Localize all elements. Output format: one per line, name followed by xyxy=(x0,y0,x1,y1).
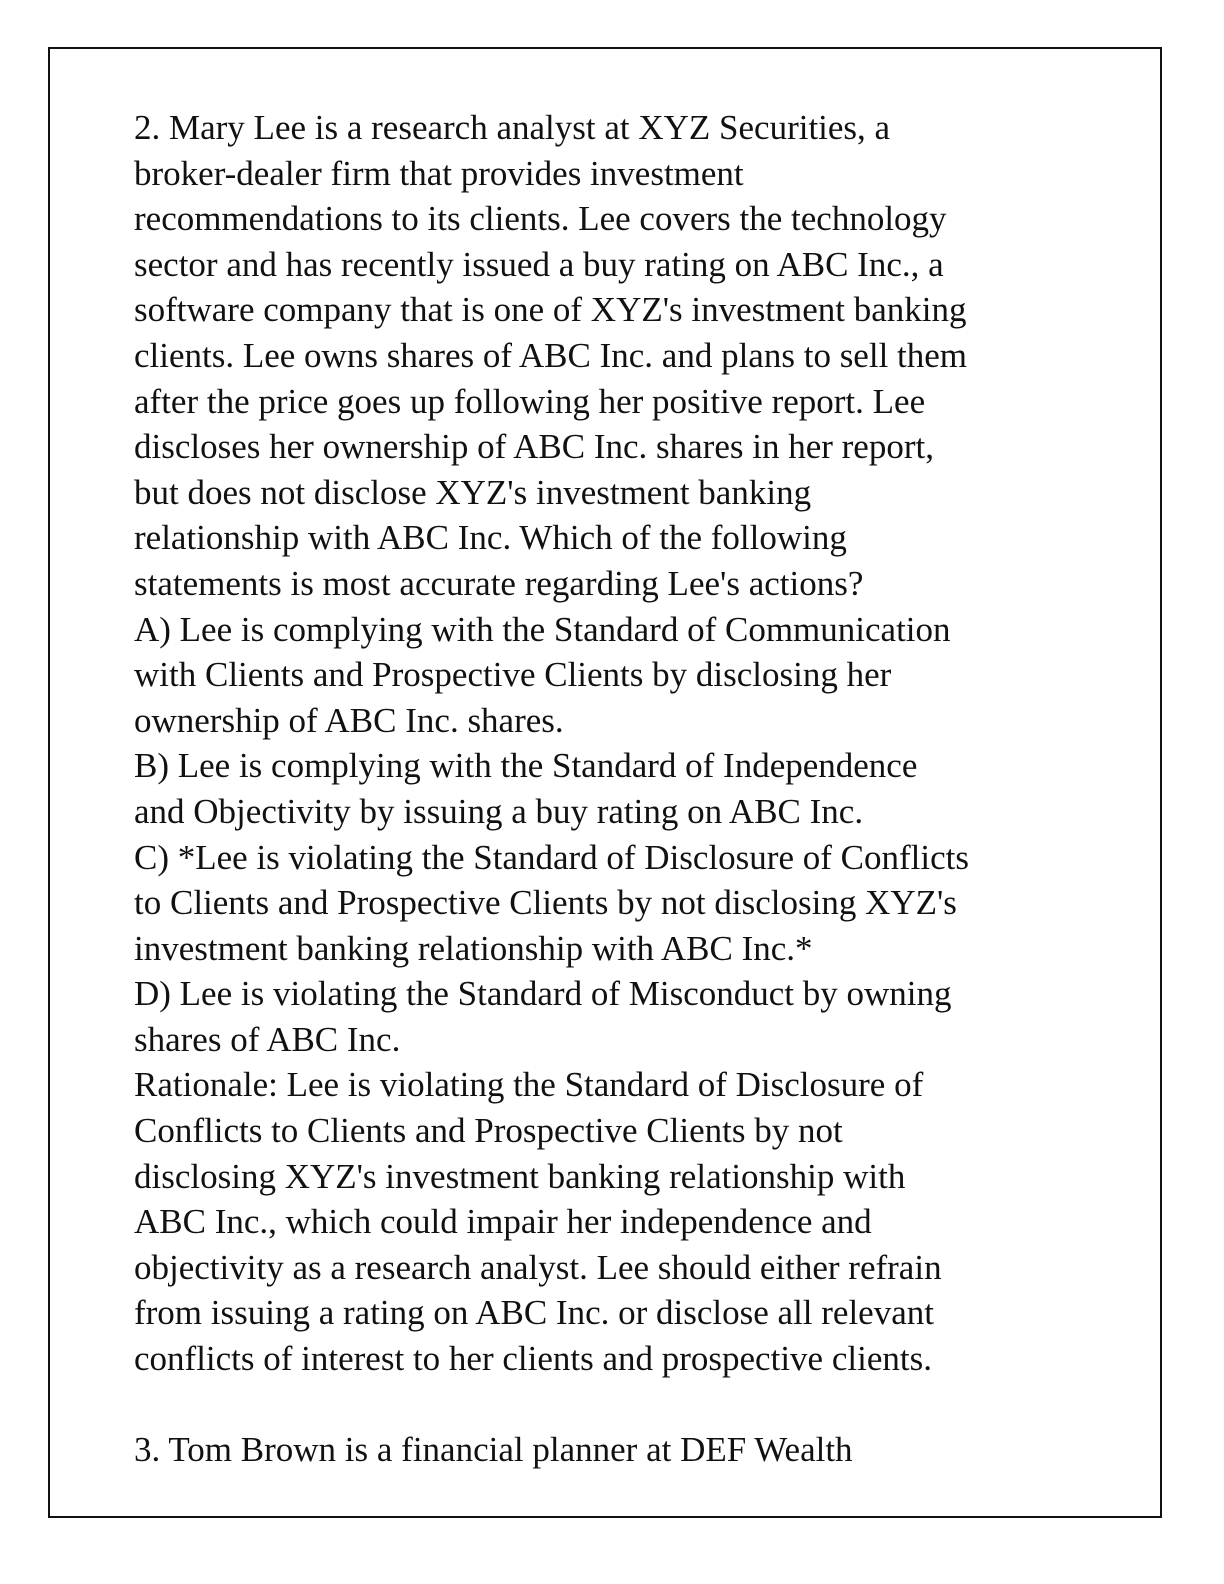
rationale-line-2: Conflicts to Clients and Prospective Clients by not xyxy=(134,1111,843,1151)
option-c-line-2: to Clients and Prospective Clients by not disclosing XYZ's xyxy=(134,883,957,923)
question-2-line-9: but does not disclose XYZ's investment banking xyxy=(134,472,812,512)
question-2-line-11: statements is most accurate regarding Lee's actions? xyxy=(134,563,864,603)
option-b-line-2: and Objectivity by issuing a buy rating on ABC Inc. xyxy=(134,791,864,831)
rationale-line-5: objectivity as a research analyst. Lee should either refrain xyxy=(134,1247,942,1287)
option-c-line-3: investment banking relationship with ABC Inc.* xyxy=(134,928,813,968)
question-2-line-3: recommendations to its clients. Lee covers the technology xyxy=(134,199,947,239)
question-2-line-1: 2. Mary Lee is a research analyst at XYZ Securities, a xyxy=(134,108,891,147)
question-2-line-2: broker-dealer firm that provides investment xyxy=(134,153,744,193)
question-2-line-10: relationship with ABC Inc. Which of the following xyxy=(134,518,847,558)
option-a-line-1: A) Lee is complying with the Standard of Communication xyxy=(134,609,951,649)
rationale-line-1: Rationale: Lee is violating the Standard of Disclosure of xyxy=(134,1065,924,1105)
question-2-line-8: discloses her ownership of ABC Inc. shares in her report, xyxy=(134,427,934,467)
question-2-line-6: clients. Lee owns shares of ABC Inc. and plans to sell them xyxy=(134,335,968,375)
option-d-line-2: shares of ABC Inc. xyxy=(134,1019,401,1059)
question-2-line-4: sector and has recently issued a buy rating on ABC Inc., a xyxy=(134,244,944,284)
blank-line xyxy=(134,1382,1124,1428)
option-c-line-1: C) *Lee is violating the Standard of Disclosure of Conflicts xyxy=(134,837,969,877)
option-a-line-3: ownership of ABC Inc. shares. xyxy=(134,700,564,740)
question-2-line-5: software company that is one of XYZ's investment banking xyxy=(134,290,967,330)
option-b-line-1: B) Lee is complying with the Standard of Independence xyxy=(134,746,918,786)
page-border xyxy=(48,47,1162,1518)
rationale-line-6: from issuing a rating on ABC Inc. or disclose all relevant xyxy=(134,1293,934,1333)
question-2-line-7: after the price goes up following her positive report. Lee xyxy=(134,381,926,421)
option-a-line-2: with Clients and Prospective Clients by disclosing her xyxy=(134,655,892,695)
question-3-line-1: 3. Tom Brown is a financial planner at DEF Wealth xyxy=(134,1430,853,1470)
rationale-line-4: ABC Inc., which could impair her independence and xyxy=(134,1202,872,1242)
document-body xyxy=(134,105,1124,1473)
rationale-line-3: disclosing XYZ's investment banking relationship with xyxy=(134,1156,906,1196)
rationale-line-7: conflicts of interest to her clients and prospective clients. xyxy=(134,1339,932,1379)
option-d-line-1: D) Lee is violating the Standard of Misconduct by owning xyxy=(134,974,952,1014)
